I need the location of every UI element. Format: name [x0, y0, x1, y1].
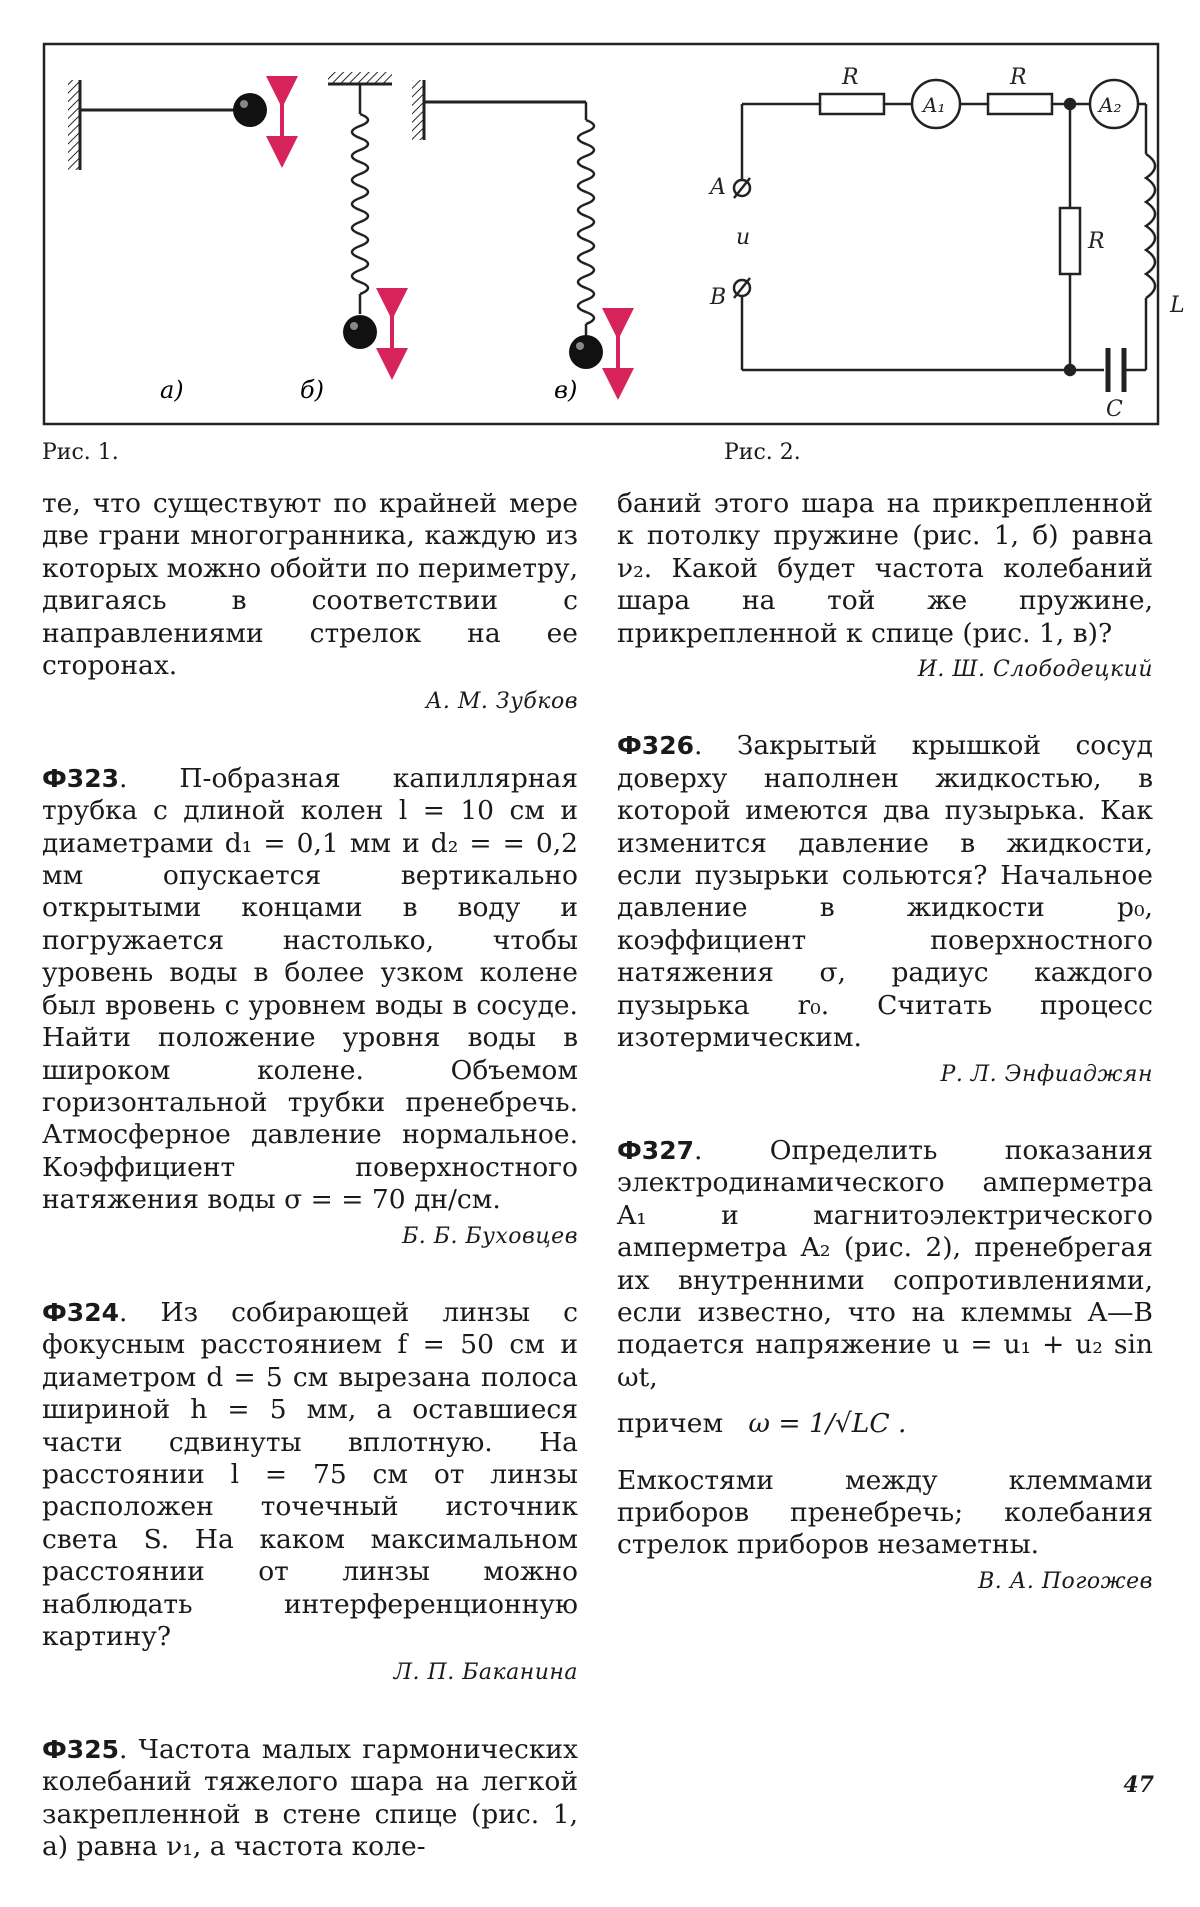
- problem-id: Ф326: [617, 731, 694, 761]
- formula-line: [617, 1408, 1153, 1440]
- problem-f325: [42, 1734, 578, 1864]
- label-a2: A₂: [1099, 93, 1122, 117]
- label-r2: R: [1010, 65, 1027, 90]
- continuation-block: [42, 488, 578, 719]
- problem-text: [42, 1297, 578, 1653]
- label-c: C: [1106, 397, 1123, 422]
- figure1-a-rod-pendulum: [68, 80, 282, 404]
- ball-icon: [569, 335, 603, 369]
- ball-icon: [343, 315, 377, 349]
- problem-body: баний этого шара на прикрепленной к потолку пружине (рис. 1, б) равна ν₂. Какой будет частота колебаний шара на той же пружине, прикрепленной к спице (рис. 1, в)?: [617, 488, 1153, 649]
- resistor-icon: [820, 94, 884, 114]
- problem-text: [42, 1734, 578, 1864]
- label-terminal-b: B: [710, 285, 727, 310]
- problem-f326: [617, 730, 1153, 1090]
- label-r3: R: [1088, 229, 1105, 254]
- problem-body: . Частота малых гармонических колебаний тяжелого шара на легкой закрепленной в стене спице (рис. 1, а) равна ν₁, а частота коле-: [42, 1733, 578, 1863]
- continuation-text: те, что существуют по крайней мере две грани многогранника, каждую из которых можно обойти по периметру, двигаясь в соответствии с направлениями стрелок на ее сторонах.: [42, 488, 578, 682]
- formula: ω = 1/√LC .: [748, 1408, 907, 1440]
- problem-body: . Из собирающей линзы с фокусным расстоянием f = 50 см и диаметром d = 5 см вырезана полоса шириной h = 5 мм, а оставшиеся части сдвинуты вплотную. На расстоянии l = 75 см от линзы расположен точечный источник света S. На каком максимальном расстоянии от линзы можно наблюдать интерференционную картину?: [42, 1296, 578, 1652]
- author: Б. Б. Буховцев: [402, 1223, 578, 1249]
- problem-id: Ф327: [617, 1135, 694, 1165]
- problem-body-2: Емкостями между клеммами приборов пренебречь; колебания стрелок приборов незаметны.: [617, 1464, 1153, 1561]
- author: Л. П. Баканина: [393, 1660, 578, 1686]
- left-column: [42, 488, 578, 1907]
- figure1-label-b: б): [300, 376, 325, 404]
- problem-id: Ф324: [42, 1297, 119, 1327]
- problem-body: . Закрытый крышкой сосуд доверху наполнен жидкостью, в которой имеются два пузырька. Как изменится давление в жидкости, если пузырьки сольются? Начальное давление в жидкости p₀, коэффициент поверхностного натяжения σ, радиус каждого пузырька r₀. Считать процесс изотермическим.: [617, 730, 1153, 1054]
- figure1-label-a: а): [160, 376, 184, 404]
- label-u: u: [736, 225, 751, 250]
- label-r1: R: [842, 65, 859, 90]
- problem-f325-continued: [617, 488, 1153, 686]
- label-terminal-a: A: [710, 175, 726, 200]
- problem-text: [617, 730, 1153, 1054]
- label-l: L: [1170, 293, 1185, 318]
- problem-text: [42, 763, 578, 1217]
- formula-prefix: причем: [617, 1408, 724, 1440]
- problem-body: . Определить показания электродинамического амперметра A₁ и магнитоэлектрического амперметра A₂ (рис. 2), пренебрегая их внутренними сопротивлениями, если известно, что на клеммы A—B подается напряжение u = u₁ + u₂ sin ωt,: [617, 1134, 1153, 1393]
- figures-panel: [42, 42, 1185, 426]
- resistor-icon: [988, 94, 1052, 114]
- problem-id: Ф323: [42, 763, 119, 793]
- figure1-c-rod-spring-pendulum: [412, 80, 618, 404]
- problem-f327: [617, 1135, 1153, 1598]
- problem-body: . П-образная капиллярная трубка с длиной колен l = 10 см и диаметрами d₁ = 0,1 мм и d₂ = = 0,2 мм опускается вертикально открытыми концами в воду и погружается настолько, чтобы уровень воды в более узком колене был вровень с уровнем воды в сосуде. Найти положение уровня воды в широком колене. Объемом горизонтальной трубки пренебречь. Атмосферное давление нормальное. Коэффициент поверхностного натяжения воды σ = = 70 дн/см.: [42, 762, 578, 1216]
- figure2-caption: Рис. 2.: [724, 440, 801, 465]
- inductor-icon: [1146, 154, 1155, 298]
- author: А. М. Зубков: [425, 689, 578, 715]
- problem-f323: [42, 763, 578, 1253]
- author: В. А. Погожев: [978, 1568, 1153, 1594]
- figure1-caption: Рис. 1.: [42, 440, 119, 465]
- author: Р. Л. Энфиаджян: [940, 1061, 1153, 1087]
- right-column: [617, 488, 1153, 1642]
- ball-icon: [233, 93, 267, 127]
- figure1-b-spring-pendulum: [300, 72, 392, 404]
- figure1-label-c: в): [554, 376, 578, 404]
- page-number: 47: [1123, 1772, 1154, 1798]
- problem-text: [617, 1135, 1153, 1394]
- resistor-icon: [1060, 208, 1080, 274]
- label-a1: A₁: [923, 93, 946, 117]
- problem-f324: [42, 1297, 578, 1690]
- problem-id: Ф325: [42, 1734, 119, 1764]
- author: И. Ш. Слободецкий: [917, 657, 1153, 683]
